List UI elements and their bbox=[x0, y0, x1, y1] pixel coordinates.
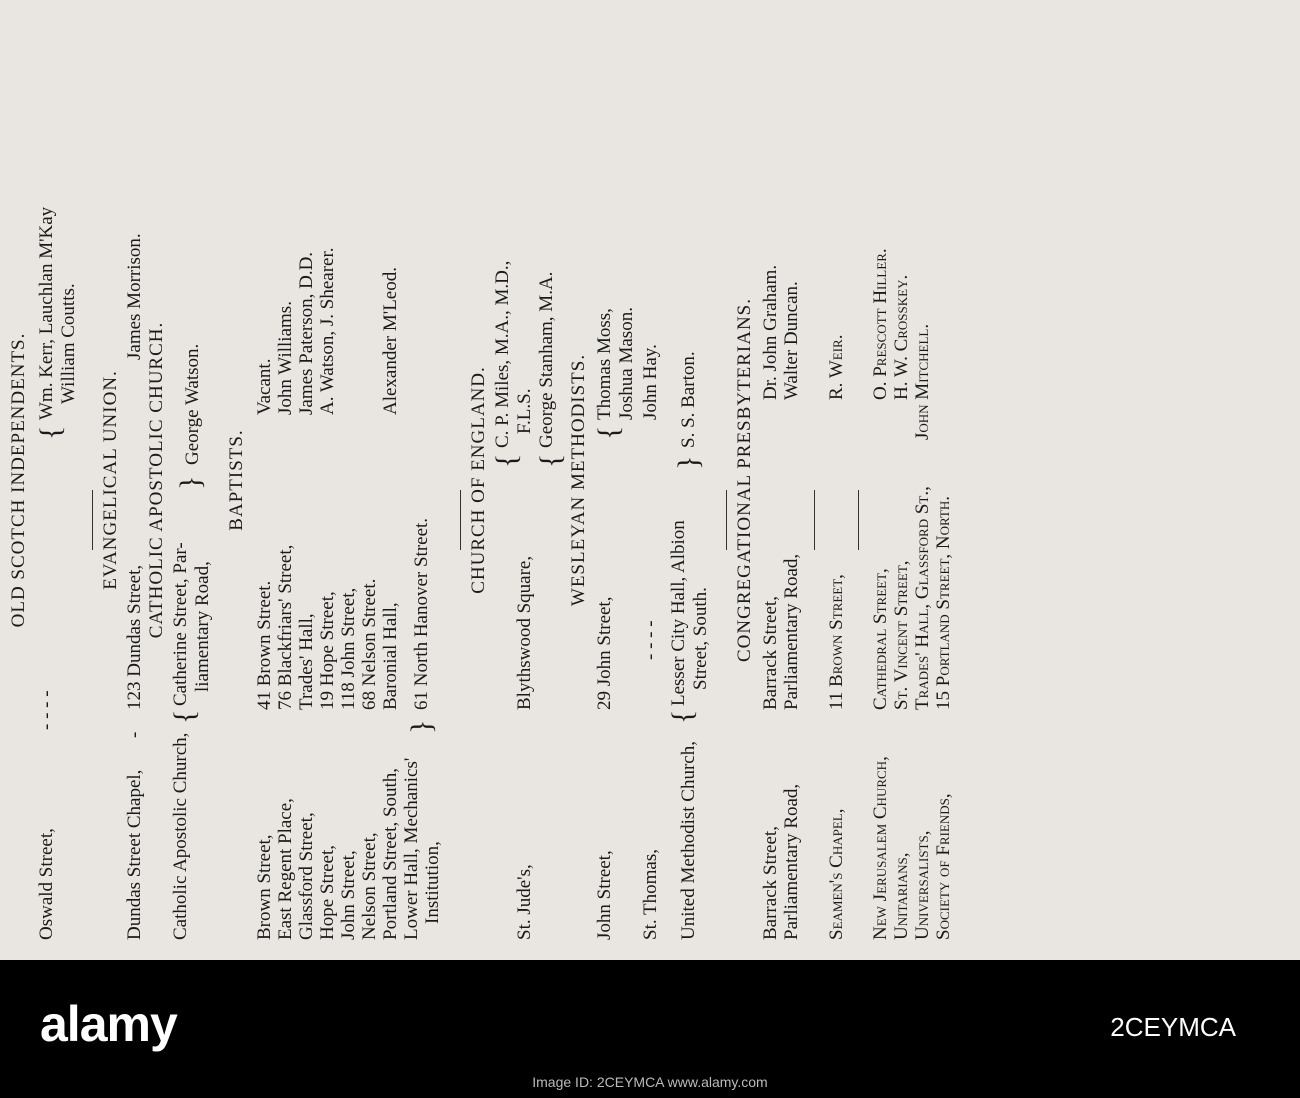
divider bbox=[726, 490, 727, 550]
minister: George Watson. bbox=[182, 343, 203, 465]
church-name: Parliamentary Road, bbox=[781, 783, 802, 940]
image-meta: Image ID: 2CEYMCA www.alamy.com bbox=[532, 1074, 768, 1090]
section-heading: BAPTISTS. bbox=[226, 429, 247, 531]
address: Parliamentary Road, bbox=[781, 553, 802, 710]
divider bbox=[858, 490, 859, 550]
minister: A. Watson, J. Shearer. bbox=[317, 247, 338, 415]
address: Trades' Hall, Glassford St., bbox=[912, 486, 933, 710]
address: Cathedral Street, bbox=[870, 568, 891, 710]
divider bbox=[460, 490, 461, 550]
church-name: Hope Street, bbox=[317, 845, 338, 940]
dash-leader: - - - - bbox=[36, 690, 57, 730]
church-name: John Street, bbox=[338, 850, 359, 940]
alamy-logo: alamy bbox=[40, 996, 177, 1052]
minister: George Stanham, M.A. bbox=[536, 271, 557, 448]
minister: Vacant. bbox=[254, 358, 275, 415]
minister: R. Weir. bbox=[826, 334, 847, 400]
address: liamentary Road, bbox=[192, 561, 213, 692]
minister: James Paterson, D.D. bbox=[296, 251, 317, 415]
brace: } bbox=[405, 719, 438, 734]
minister: H. W. Crosskey. bbox=[891, 274, 912, 400]
church-name: Dundas Street Chapel, bbox=[124, 769, 145, 940]
brace: { bbox=[666, 709, 699, 724]
minister: John Williams. bbox=[275, 301, 296, 415]
church-name: St. Jude's, bbox=[514, 864, 535, 940]
church-name: Seamen's Chapel, bbox=[826, 808, 847, 940]
brace: { bbox=[534, 453, 567, 468]
address: 15 Portland Street, North. bbox=[933, 496, 954, 710]
address: 61 North Hanover Street. bbox=[411, 517, 432, 710]
minister: F.L.S. bbox=[514, 388, 535, 434]
minister: Dr. John Graham. bbox=[760, 264, 781, 400]
brace: { bbox=[168, 709, 201, 724]
minister: William Coutts. bbox=[58, 283, 79, 404]
minister: Walter Duncan. bbox=[781, 281, 802, 400]
image-id: 2CEYMCA bbox=[1110, 1012, 1236, 1042]
brace: { bbox=[34, 425, 67, 440]
church-name: East Regent Place, bbox=[275, 798, 296, 940]
church-name: John Street, bbox=[594, 850, 615, 940]
address: 41 Brown Street. bbox=[254, 580, 275, 710]
church-name: Catholic Apostolic Church, bbox=[170, 732, 191, 940]
address: Blythswood Square, bbox=[514, 555, 535, 710]
minister: C. P. Miles, M.A., M.D., bbox=[492, 260, 513, 448]
brace: } bbox=[174, 475, 207, 490]
church-name: Society of Friends, bbox=[933, 793, 954, 940]
section-heading: CHURCH OF ENGLAND. bbox=[468, 366, 489, 594]
address: 11 Brown Street, bbox=[826, 574, 847, 710]
section-heading: WESLEYAN METHODISTS. bbox=[568, 353, 589, 607]
divider bbox=[92, 490, 93, 550]
minister: Wm. Kerr, Lauchlan M'Kay bbox=[36, 206, 57, 420]
minister: John Hay. bbox=[640, 344, 661, 420]
church-name: St. Thomas, bbox=[640, 849, 661, 940]
minister: Alexander M'Leod. bbox=[380, 267, 401, 415]
address: Lesser City Hall, Albion bbox=[668, 520, 689, 706]
address: 118 John Street, bbox=[338, 587, 359, 710]
address: 68 Nelson Street. bbox=[359, 578, 380, 710]
address: 29 John Street, bbox=[594, 596, 615, 710]
church-name: Barrack Street, bbox=[760, 826, 781, 940]
brace: { bbox=[592, 425, 625, 440]
brace: { bbox=[490, 453, 523, 468]
address: 19 Hope Street, bbox=[317, 591, 338, 710]
dash-leader: - - - - bbox=[640, 620, 661, 660]
church-name: Institution, bbox=[422, 841, 443, 924]
section-heading: OLD SCOTCH INDEPENDENTS. bbox=[8, 332, 29, 628]
minister: O. Prescott Hiller. bbox=[870, 248, 891, 400]
section-heading: EVANGELICAL UNION. bbox=[100, 370, 121, 590]
address: 76 Blackfriars' Street, bbox=[275, 544, 296, 710]
section-heading: CONGREGATIONAL PRESBYTERIANS. bbox=[734, 298, 755, 662]
dash-leader: - bbox=[124, 731, 145, 738]
church-name: Brown Street, bbox=[254, 834, 275, 940]
church-name: Glassford Street, bbox=[296, 812, 317, 940]
address: Barrack Street, bbox=[760, 596, 781, 710]
church-name: Nelson Street, bbox=[359, 832, 380, 940]
church-name: Unitarians, bbox=[891, 852, 912, 940]
address: Baronial Hall, bbox=[380, 602, 401, 710]
church-name: Universalists, bbox=[912, 830, 933, 940]
watermark-footer bbox=[0, 960, 1300, 1098]
church-name: Oswald Street, bbox=[36, 828, 57, 940]
minister: John Mitchell. bbox=[912, 323, 933, 440]
minister: Thomas Moss, bbox=[594, 308, 615, 420]
section-heading: CATHOLIC APOSTOLIC CHURCH. bbox=[146, 321, 167, 639]
brace: } bbox=[672, 455, 705, 470]
minister: S. S. Barton. bbox=[678, 351, 699, 448]
minister: James Morrison. bbox=[124, 233, 145, 360]
address: Street, South. bbox=[690, 587, 711, 690]
divider bbox=[814, 490, 815, 550]
church-name: United Methodist Church, bbox=[678, 741, 699, 940]
address: Catherine Street, Par- bbox=[170, 542, 191, 706]
address: St. Vincent Street, bbox=[891, 560, 912, 710]
church-name: Lower Hall, Mechanics' bbox=[401, 757, 422, 940]
minister: Joshua Mason. bbox=[616, 307, 637, 420]
church-name: New Jerusalem Church, bbox=[870, 756, 891, 940]
address: 123 Dundas Street, bbox=[124, 564, 145, 710]
church-name: Portland Street, South, bbox=[380, 767, 401, 940]
address: Trades' Hall, bbox=[296, 613, 317, 710]
